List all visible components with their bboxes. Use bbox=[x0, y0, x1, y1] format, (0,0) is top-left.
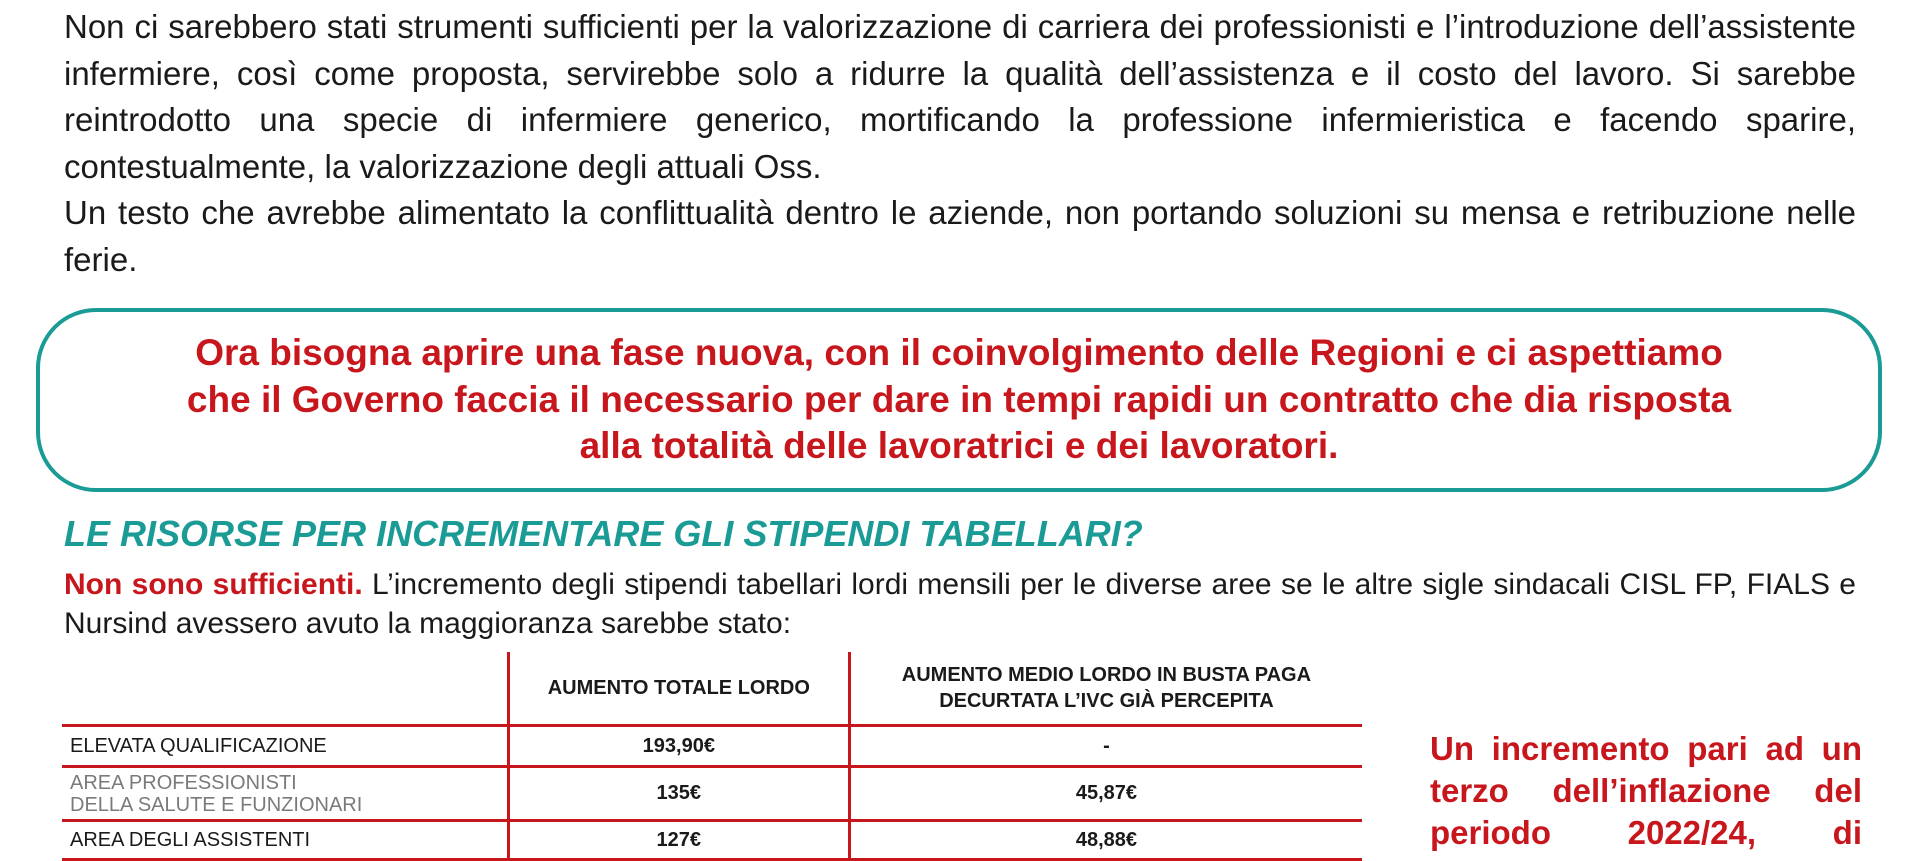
row-area-line-1: AREA PROFESSIONISTI bbox=[70, 771, 297, 794]
row-total: 127€ bbox=[508, 821, 849, 860]
callout-text: Ora bisogna aprire una fase nuova, con il coinvolgimento delle Regioni e ci aspettiamo che il Governo faccia il necessario per dare in tempi rapidi un contratto che dia risposta alla totalità delle lavoratrici e dei lavoratori. bbox=[186, 332, 1732, 467]
section-intro bbox=[64, 565, 1856, 643]
body-paragraph-2: Un testo che avrebbe alimentato la conflittualità dentro le aziende, non portando soluzioni su mensa e retribuzione nelle ferie. bbox=[64, 194, 1856, 278]
row-average: - bbox=[849, 726, 1362, 767]
row-area-line-2: DELLA SALUTE E FUNZIONARI bbox=[70, 793, 363, 816]
table-header-total: AUMENTO TOTALE LORDO bbox=[508, 652, 849, 726]
table-header-average: AUMENTO MEDIO LORDO IN BUSTA PAGA DECURTATA L’IVC GIÀ PERCEPITA bbox=[849, 652, 1362, 726]
intro-text: L’incremento degli stipendi tabellari lordi mensili per le diverse aree se le altre sigle sindacali CISL FP, FIALS e Nursind avessero avuto la maggioranza sarebbe stato: bbox=[64, 568, 1856, 640]
table-header-area bbox=[62, 652, 508, 726]
row-total: 193,90€ bbox=[508, 726, 849, 767]
table-row bbox=[62, 726, 1362, 767]
row-average: 45,87€ bbox=[849, 767, 1362, 821]
row-area bbox=[62, 767, 508, 821]
body-paragraph-1: Non ci sarebbero stati strumenti sufficienti per la valorizzazione di carriera dei professionisti e l’introduzione dell’assistente infermiere, così come proposta, servirebbe solo a ridurre la qualità dell’assistenza e il costo del lavoro. Si sarebbe reintrodotto una specie di infermiere generico, mortificando la professione infermieristica e facendo sparire, contestualmente, la valorizzazione degli attuali Oss. bbox=[64, 8, 1856, 185]
row-area: ELEVATA QUALIFICAZIONE bbox=[62, 726, 508, 767]
section-heading: LE RISORSE PER INCREMENTARE GLI STIPENDI TABELLARI? bbox=[64, 513, 1143, 554]
row-area: AREA DEGLI ASSISTENTI bbox=[62, 821, 508, 860]
side-note: Un incremento pari ad un terzo dell’inflazione del periodo 2022/24, di bbox=[1430, 730, 1862, 851]
table-header-row bbox=[62, 652, 1362, 726]
table-row bbox=[62, 767, 1362, 821]
row-average: 48,88€ bbox=[849, 821, 1362, 860]
salary-increase-table bbox=[62, 652, 1362, 861]
intro-lead: Non sono sufficienti. bbox=[64, 568, 363, 601]
callout-box bbox=[36, 308, 1882, 492]
row-total: 135€ bbox=[508, 767, 849, 821]
